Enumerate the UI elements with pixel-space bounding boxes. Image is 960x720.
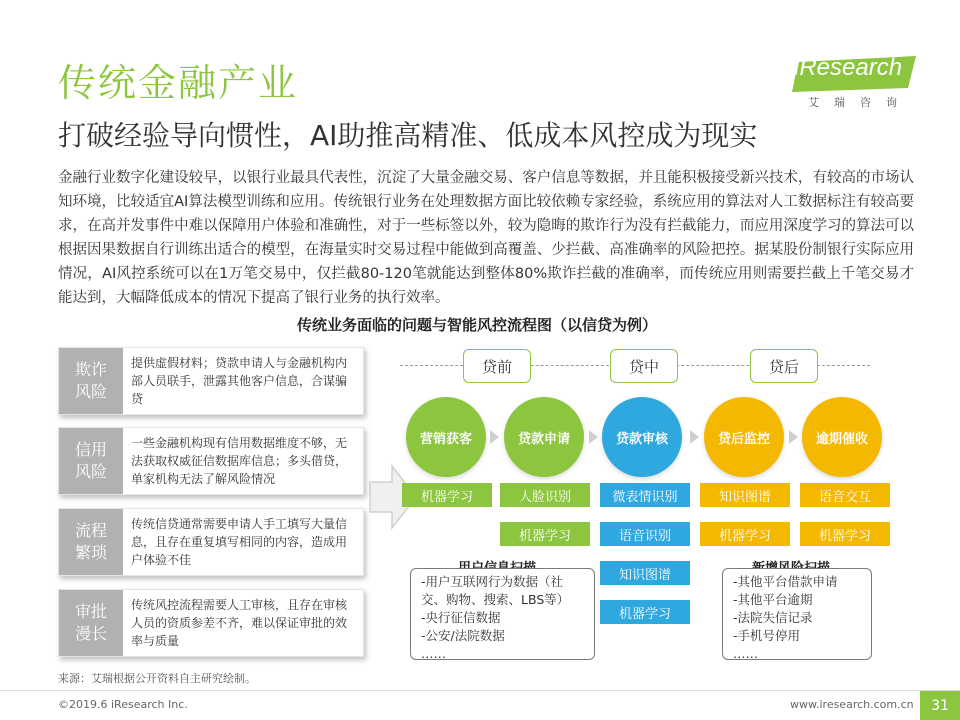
- chevron-right-icon: [490, 430, 499, 444]
- source-note: 来源：艾瑞根据公开资料自主研究绘制。: [58, 672, 256, 685]
- tech-tag: 语音识别: [600, 522, 690, 546]
- risk-description: 传统信贷通常需要申请人手工填写大量信息，且存在重复填写相同的内容，造成用户体验不佳: [131, 517, 348, 567]
- risk-description: 一些金融机构现有信用数据维度不够，无法获取权威征信数据库信息；多头借贷，单家机构无法了解风险情况: [131, 436, 348, 486]
- logo-subtext: 艾瑞咨询: [808, 96, 912, 109]
- chevron-right-icon: [789, 430, 798, 444]
- risk-scan-box: [722, 568, 872, 660]
- risk-label: 欺诈风险: [59, 348, 123, 414]
- tech-tag: 知识图谱: [700, 483, 790, 507]
- tech-tag: 机器学习: [800, 522, 890, 546]
- risk-label: 审批漫长: [59, 590, 123, 656]
- tech-tag: 机器学习: [500, 522, 590, 546]
- page-title: 传统金融产业: [58, 61, 299, 105]
- chevron-right-icon: [690, 430, 699, 444]
- step-post-loan-monitoring: 贷后监控: [704, 397, 784, 477]
- risk-card-process: [58, 508, 364, 576]
- footer-divider: [0, 690, 960, 691]
- tech-tag: 机器学习: [700, 522, 790, 546]
- step-loan-application: 贷款申请: [504, 397, 584, 477]
- tech-tag: 微表情识别: [600, 483, 690, 507]
- user-scan-box: [410, 568, 595, 660]
- risk-label: 流程繁琐: [59, 509, 123, 575]
- step-overdue-collection: 逾期催收: [802, 397, 882, 477]
- scan-line: -央行征信数据: [421, 610, 501, 625]
- tech-tag: 机器学习: [600, 600, 690, 624]
- step-loan-review: 贷款审核: [602, 397, 682, 477]
- intro-paragraph: 金融行业数字化建设较早，以银行业最具代表性，沉淀了大量金融交易、客户信息等数据，并且能积极接受新兴技术，有较高的市场认知环境，比较适宜AI算法模型训练和应用。传统银行业务在处理数据方面比较依赖专家经验，系统应用的算法对人工数据标注有较高要求，在高并发事件中难以保障用户体验和准确性，对于一些标签以外，较为隐晦的欺诈行为没有拦截能力，而应用深度学习的算法可以根据因果数据自行训练出适合的模型，在海量实时交易过程中能做到高覆盖、少拦截、高准确率的风险把控。据某股份制银行实际应用情况，AI风控系统可以在1万笔交易中，仅拦截80-120笔就能达到整体80%欺诈拦截的准确率，而传统应用则需要拦截上千笔交易才能达到，大幅降低成本的情况下提高了银行业务的执行效率。: [58, 170, 914, 306]
- phase-in-loan: 贷中: [610, 349, 678, 383]
- logo-text: iResearch: [794, 54, 903, 81]
- tech-tag: 机器学习: [402, 483, 492, 507]
- tech-tag: 知识图谱: [600, 561, 690, 585]
- website-link[interactable]: www.iresearch.com.cn: [790, 698, 914, 711]
- risk-card-fraud: [58, 347, 364, 415]
- risk-label: 信用风险: [59, 428, 123, 494]
- scan-line: -公安/法院数据: [421, 628, 505, 643]
- phase-post-loan: 贷后: [750, 349, 818, 383]
- tech-tag: 语音交互: [800, 483, 890, 507]
- diagram-title: 传统业务面临的问题与智能风控流程图（以信贷为例）: [296, 316, 657, 334]
- page-subtitle: 打破经验导向惯性，AI助推高精准、低成本风控成为现实: [58, 119, 758, 152]
- scan-line: -法院失信记录: [733, 610, 813, 625]
- chevron-right-icon: [589, 430, 598, 444]
- page-number: 31: [920, 691, 960, 720]
- scan-line: -其他平台借款申请: [733, 574, 838, 589]
- scan-line: -用户互联网行为数据（社: [421, 574, 564, 589]
- tech-tag: 人脸识别: [500, 483, 590, 507]
- scan-line: ……: [733, 646, 758, 661]
- scan-line: 交、购物、搜索、LBS等）: [421, 592, 570, 607]
- scan-line: ……: [421, 646, 446, 661]
- risk-description: 传统风控流程需要人工审核，且存在审核人员的资质参差不齐，难以保证审批的效率与质量: [131, 598, 348, 648]
- step-marketing: 营销获客: [406, 397, 486, 477]
- risk-description: 提供虚假材料；贷款申请人与金融机构内部人员联手，泄露其他客户信息，合谋骗贷: [131, 356, 348, 406]
- scan-line: -手机号停用: [733, 628, 801, 643]
- risk-card-credit: [58, 427, 364, 495]
- copyright: ©2019.6 iResearch Inc.: [58, 698, 188, 711]
- risk-card-approval: [58, 589, 364, 657]
- scan-line: -其他平台逾期: [733, 592, 813, 607]
- phase-pre-loan: 贷前: [463, 349, 531, 383]
